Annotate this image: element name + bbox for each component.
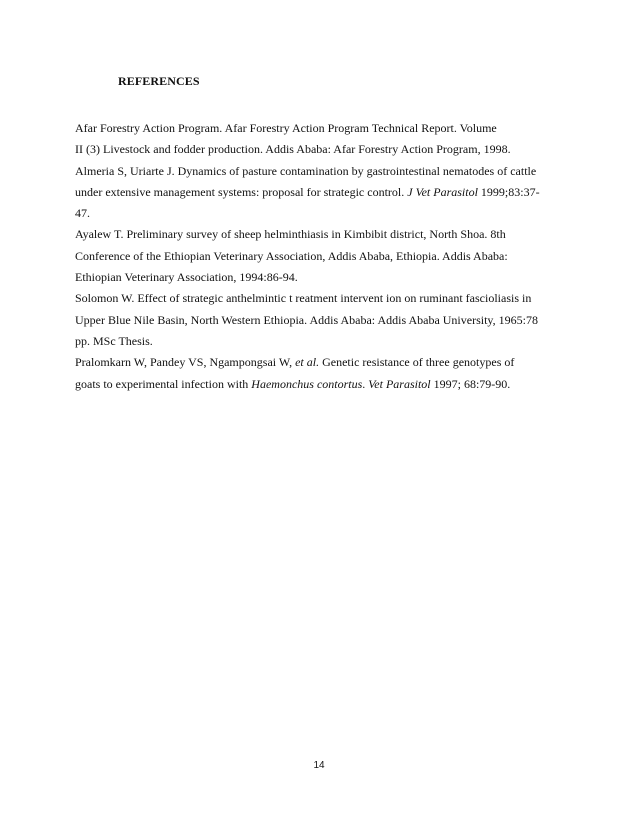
reference-line (75, 139, 575, 160)
reference-line (75, 224, 575, 245)
reference-text: Ethiopian Veterinary Association, 1994:86-94. (75, 270, 298, 285)
reference-text: goats to experimental infection with (75, 376, 252, 391)
reference-text: Ayalew T. Preliminary survey of sheep helminthiasis in Kimbibit district, North Shoa. 8th (75, 227, 506, 242)
reference-text: pp. MSc Thesis. (75, 333, 153, 348)
reference-entry (75, 118, 575, 161)
reference-italic-text: J Vet Parasitol (407, 184, 478, 199)
reference-text: Solomon W. Effect of strategic anthelmintic t reatment intervent ion on ruminant fascioliasis in (75, 291, 532, 306)
reference-italic-text: Vet Parasitol (368, 376, 431, 391)
reference-line (75, 182, 575, 203)
reference-entry (75, 224, 575, 288)
reference-line (75, 310, 575, 331)
reference-text: . (362, 376, 369, 391)
reference-line (75, 203, 575, 224)
reference-text: Upper Blue Nile Basin, North Western Ethiopia. Addis Ababa: Addis Ababa University, 1965:78 (75, 312, 538, 327)
reference-text: 1997; 68:79-90. (430, 376, 511, 391)
page-number: 14 (313, 760, 325, 771)
reference-text: Pralomkarn W, Pandey VS, Ngampongsai W, (75, 355, 296, 370)
reference-text: Afar Forestry Action Program. Afar Forestry Action Program Technical Report. Volume (75, 121, 497, 135)
reference-line (75, 331, 575, 352)
reference-line (75, 267, 575, 288)
reference-text: 1999;83:37- (477, 184, 540, 199)
reference-line (75, 246, 575, 267)
reference-list (75, 118, 575, 395)
reference-text: Almeria S, Uriarte J. Dynamics of pasture contamination by gastrointestinal nematodes of cattle (75, 163, 537, 178)
reference-text: 47. (75, 206, 90, 221)
reference-entry (75, 352, 575, 395)
reference-italic-text: et al. (295, 355, 320, 370)
reference-italic-text: Haemonchus contortus (251, 376, 363, 391)
reference-text: Genetic resistance of three genotypes of (319, 355, 515, 370)
reference-line (75, 118, 575, 139)
reference-line (75, 374, 575, 395)
references-heading: REFERENCES (118, 74, 200, 88)
reference-line (75, 352, 575, 373)
reference-text: II (3) Livestock and fodder production. Addis Ababa: Afar Forestry Action Program, 1998. (75, 142, 511, 157)
reference-line (75, 288, 575, 309)
reference-entry (75, 288, 575, 352)
reference-line (75, 161, 575, 182)
reference-entry (75, 161, 575, 225)
reference-text: Conference of the Ethiopian Veterinary Association, Addis Ababa, Ethiopia. Addis Ababa: (75, 248, 508, 263)
reference-text: under extensive management systems: proposal for strategic control. (75, 184, 408, 199)
